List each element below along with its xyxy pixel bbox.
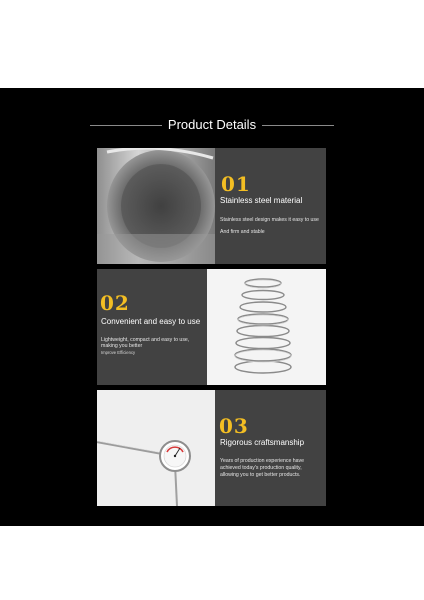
divider-left: [90, 125, 162, 126]
steel-cup-image: [97, 148, 215, 264]
feature-line: achieved today's production quality,: [220, 465, 302, 471]
spring-image: [207, 269, 326, 385]
feature-row-2: [97, 269, 326, 385]
divider-right: [262, 125, 334, 126]
feature-row-1: [97, 148, 326, 264]
feature-line: Improve Efficiency: [101, 350, 136, 355]
section-title: Product Details: [167, 117, 257, 132]
feature-line: allowing you to get better products.: [220, 472, 301, 478]
feature-number: 02: [100, 291, 130, 315]
feature-row-3: [97, 390, 326, 506]
feature-title: Convenient and easy to use: [101, 317, 201, 326]
feature-panel-2: [97, 269, 207, 385]
section-header: [90, 118, 334, 132]
feature-number: 03: [219, 414, 249, 438]
feature-title: Stainless steel material: [220, 196, 303, 205]
thermometer-photo: [97, 390, 215, 506]
feature-line: Years of production experience have: [220, 458, 305, 464]
feature-line: Lightweight, compact and easy to use,: [101, 337, 190, 343]
spring-photo: [207, 269, 326, 385]
feature-panel-3: [215, 390, 326, 506]
thermometer-image: [97, 390, 215, 506]
feature-line: making you better: [101, 343, 143, 349]
feature-title: Rigorous craftsmanship: [220, 438, 305, 447]
feature-number: 01: [221, 172, 251, 196]
steel-cup-photo: [97, 148, 215, 264]
feature-panel-1: [215, 148, 326, 264]
feature-line: Stainless steel design makes it easy to use: [220, 217, 319, 223]
feature-line: And firm and stable: [220, 229, 265, 235]
